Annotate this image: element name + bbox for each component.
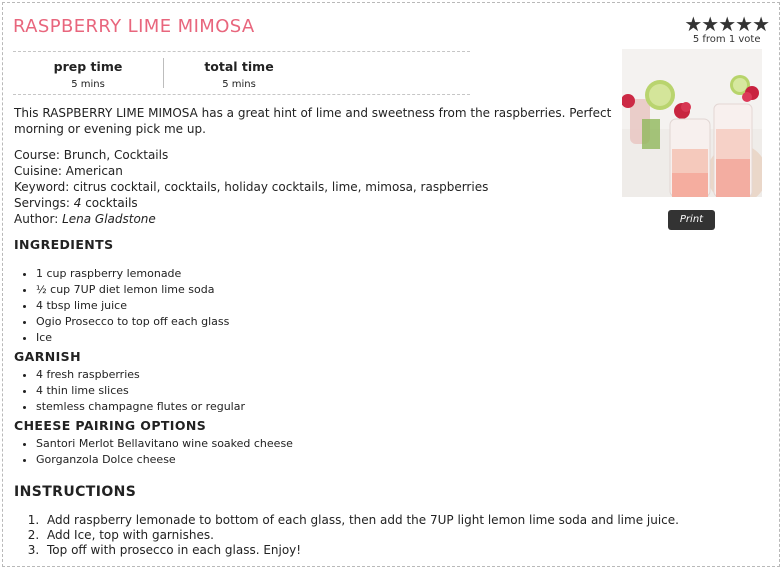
servings-value[interactable]: 4 [73, 196, 82, 210]
rating[interactable] [684, 12, 769, 45]
cheese-pairing-list [14, 436, 293, 468]
recipe-card [2, 2, 780, 567]
ingredient-item: • ½ cup 7UP diet lemon lime soda [36, 282, 229, 298]
ingredient-item: • Ogio Prosecco to top off each glass [36, 314, 229, 330]
servings-label: Servings: [14, 196, 70, 210]
garnish-item: • 4 thin lime slices [36, 383, 245, 399]
rating-summary: 5 from 1 vote [692, 34, 761, 45]
prep-time-label: prep time [53, 59, 123, 74]
instruction-step: 2. Add Ice, top with garnishes. [43, 528, 679, 543]
garnish-item: • 4 fresh raspberries [36, 367, 245, 383]
author-value: Lena Gladstone [62, 212, 156, 226]
ingredients-list [14, 266, 229, 346]
total-time-value: 5 mins [222, 79, 256, 90]
garnish-list [14, 367, 245, 415]
print-button[interactable]: Print [668, 210, 715, 230]
recipe-title: RASPBERRY LIME MIMOSA [13, 16, 255, 37]
garnish-heading: GARNISH [14, 349, 81, 364]
servings-row [14, 195, 488, 211]
cheese-item: • Gorganzola Dolce cheese [36, 452, 293, 468]
ingredient-item: • 4 tbsp lime juice [36, 298, 229, 314]
recipe-times [13, 51, 470, 95]
instructions-heading: INSTRUCTIONS [14, 484, 137, 500]
cuisine-label: Cuisine: [14, 164, 62, 178]
ingredient-item: • 1 cup raspberry lemonade [36, 266, 229, 282]
course-row [14, 147, 488, 163]
recipe-photo [622, 49, 762, 197]
servings-unit: cocktails [85, 196, 138, 210]
instruction-step: 3. Top off with prosecco in each glass. Enjoy! [43, 543, 679, 558]
keyword-row [14, 179, 488, 195]
prep-time-value: 5 mins [71, 79, 105, 90]
prep-time [13, 52, 163, 90]
total-time-label: total time [204, 59, 274, 74]
author-row [14, 211, 488, 227]
keyword-label: Keyword: [14, 180, 70, 194]
cheese-item: • Santori Merlot Bellavitano wine soaked cheese [36, 436, 293, 452]
cuisine-row [14, 163, 488, 179]
recipe-summary: This RASPBERRY LIME MIMOSA has a great hint of lime and sweetness from the raspberries. Perfect morning or evening pick me up. [14, 106, 612, 136]
author-label: Author: [14, 212, 59, 226]
total-time [163, 58, 314, 88]
cuisine-value: American [65, 164, 123, 178]
course-value: Brunch, Cocktails [63, 148, 169, 162]
star-rating-icons[interactable]: ★★★★★ [684, 12, 769, 36]
recipe-meta [14, 147, 488, 227]
ingredients-heading: INGREDIENTS [14, 237, 114, 252]
keyword-value: citrus cocktail, cocktails, holiday cocktails, lime, mimosa, raspberries [73, 180, 489, 194]
cheese-pairing-heading: CHEESE PAIRING OPTIONS [14, 418, 207, 433]
instructions-list [14, 513, 679, 558]
garnish-item: • stemless champagne flutes or regular [36, 399, 245, 415]
course-label: Course: [14, 148, 60, 162]
ingredient-item: • Ice [36, 330, 229, 346]
instruction-step: 1. Add raspberry lemonade to bottom of each glass, then add the 7UP light lemon lime soda and lime juice. [43, 513, 679, 528]
